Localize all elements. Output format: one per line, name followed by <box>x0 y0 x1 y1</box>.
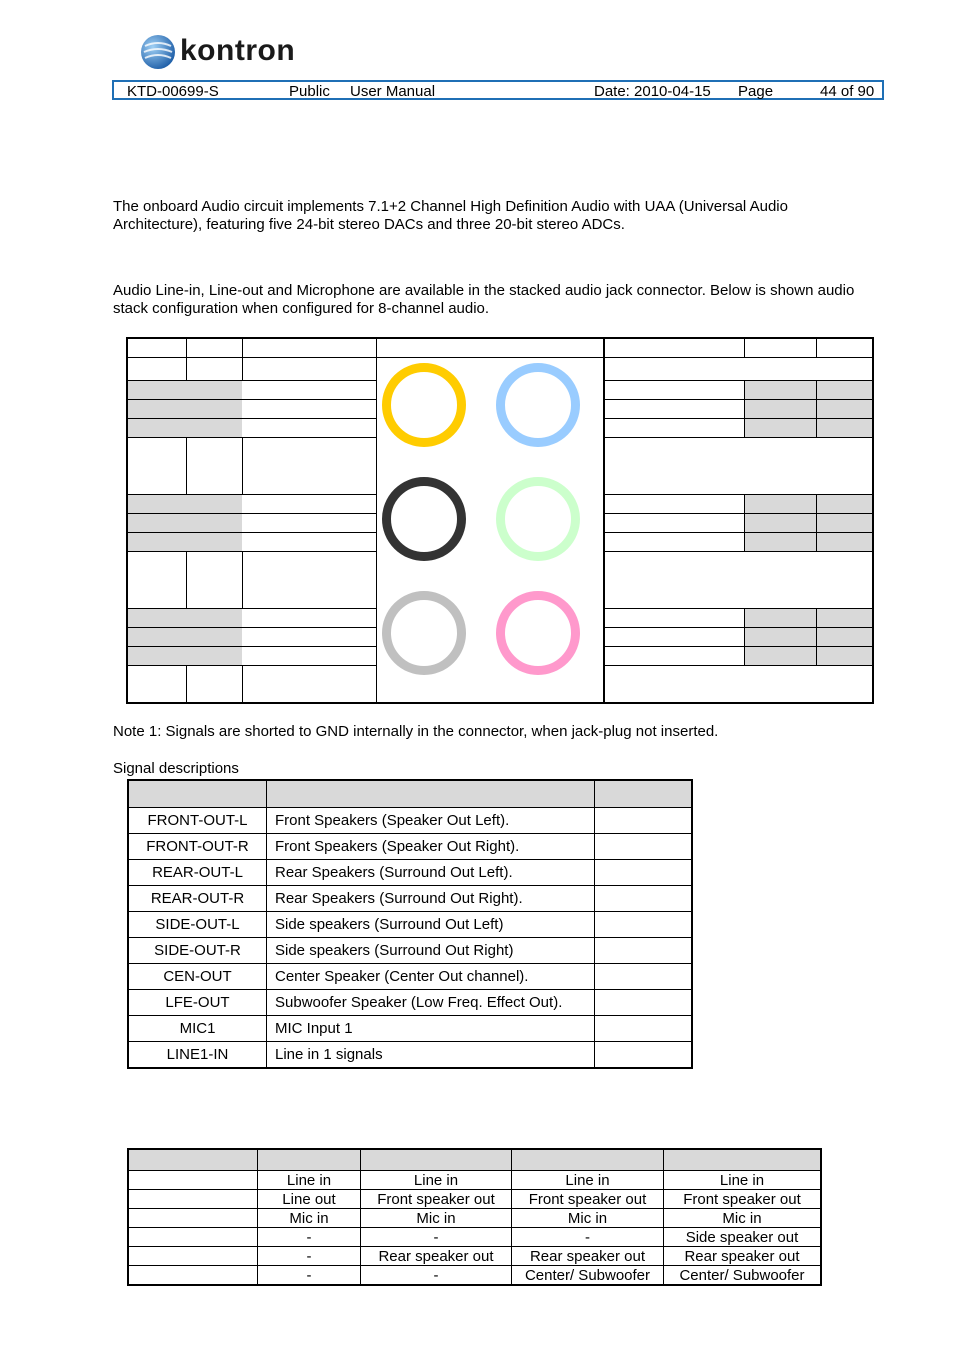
row-divider <box>604 418 872 419</box>
row-divider <box>128 380 376 381</box>
column-divider <box>816 380 817 437</box>
signal-note <box>595 990 693 1016</box>
signal-type <box>745 608 816 627</box>
jack-ring-left <box>382 477 466 561</box>
signal-name <box>242 532 376 551</box>
config-cell: Center/ Subwoofer <box>512 1266 664 1286</box>
config-row-label <box>128 1209 258 1228</box>
signal-description: Side speakers (Surround Out Right) <box>267 938 595 964</box>
row-divider <box>604 532 872 533</box>
signal-table-header <box>128 780 692 808</box>
table-row <box>128 912 692 938</box>
config-cell: Front speaker out <box>361 1190 512 1209</box>
signal-name: FRONT-OUT-L <box>128 808 267 834</box>
table-row <box>128 1016 692 1042</box>
signal-type <box>745 513 816 532</box>
jack-ring-right <box>496 477 580 561</box>
config-cell: Rear speaker out <box>361 1247 512 1266</box>
row-divider <box>128 665 376 666</box>
config-cell: Line in <box>512 1171 664 1190</box>
page-label: Page <box>738 83 774 100</box>
column-divider <box>816 494 817 551</box>
signal-type <box>186 399 242 418</box>
signal-descriptions-caption: Signal descriptions <box>113 760 239 777</box>
signal-name: FRONT-OUT-R <box>128 834 267 860</box>
note-1: Note 1: Signals are shorted to GND internally in the connector, when jack-plug not inserted. <box>113 723 719 740</box>
signal-type <box>186 380 242 399</box>
table-row <box>128 1171 821 1190</box>
jack-ring-right <box>496 591 580 675</box>
signal-name: SIDE-OUT-L <box>128 912 267 938</box>
row-divider <box>604 380 872 381</box>
column-divider <box>816 339 817 357</box>
row-divider <box>128 646 376 647</box>
row-divider <box>604 437 872 438</box>
logo-text: kontron <box>180 34 296 67</box>
row-divider <box>128 399 376 400</box>
signal-type <box>745 646 816 665</box>
pin-cell <box>128 494 186 513</box>
config-cell: - <box>361 1228 512 1247</box>
table-row <box>128 1209 821 1228</box>
signal-note <box>817 399 872 418</box>
config-cell: Line in <box>361 1171 512 1190</box>
signal-name <box>604 380 744 399</box>
config-row-label <box>128 1228 258 1247</box>
signal-name: SIDE-OUT-R <box>128 938 267 964</box>
table-row <box>128 808 692 834</box>
signal-note <box>817 627 872 646</box>
header-divider <box>128 357 872 358</box>
table-row <box>128 886 692 912</box>
doc-id: KTD-00699-S <box>127 83 219 100</box>
jack-ring-left <box>382 591 466 675</box>
signal-type <box>745 532 816 551</box>
signal-descriptions-table <box>127 779 693 1069</box>
signal-description: MIC Input 1 <box>267 1016 595 1042</box>
row-divider <box>604 494 872 495</box>
pin-cell <box>128 513 186 532</box>
audio-configuration-table <box>127 1148 822 1286</box>
signal-description: Line in 1 signals <box>267 1042 595 1069</box>
signal-name <box>604 532 744 551</box>
pin-cell <box>128 380 186 399</box>
signal-type <box>745 494 816 513</box>
stack-paragraph: Audio Line-in, Line-out and Microphone are available in the stacked audio jack connector. Below is shown audio stack configuration when configured for 8-channel audio. <box>113 282 855 317</box>
pin-cell <box>128 646 186 665</box>
row-divider <box>604 608 872 609</box>
config-cell: - <box>361 1266 512 1286</box>
row-divider <box>604 513 872 514</box>
doc-type: User Manual <box>350 83 436 100</box>
signal-note <box>817 646 872 665</box>
pin-cell <box>128 399 186 418</box>
signal-name <box>242 513 376 532</box>
jack-ring-right <box>496 363 580 447</box>
signal-note <box>817 494 872 513</box>
config-row-label <box>128 1190 258 1209</box>
row-divider <box>128 532 376 533</box>
signal-type <box>186 532 242 551</box>
signal-note <box>817 532 872 551</box>
signal-note <box>817 418 872 437</box>
globe-icon <box>140 34 176 70</box>
signal-note <box>595 912 693 938</box>
signal-type <box>745 380 816 399</box>
signal-type <box>186 494 242 513</box>
signal-type <box>186 513 242 532</box>
signal-note <box>595 834 693 860</box>
signal-name <box>604 646 744 665</box>
signal-note <box>595 938 693 964</box>
config-cell: Mic in <box>258 1209 361 1228</box>
signal-type <box>186 627 242 646</box>
signal-description: Rear Speakers (Surround Out Left). <box>267 860 595 886</box>
table-row <box>128 1228 821 1247</box>
row-divider <box>128 494 376 495</box>
column-divider <box>376 339 377 702</box>
config-cell: Line in <box>258 1171 361 1190</box>
signal-name: REAR-OUT-L <box>128 860 267 886</box>
config-cell: Front speaker out <box>664 1190 822 1209</box>
signal-type <box>186 646 242 665</box>
signal-description: Rear Speakers (Surround Out Right). <box>267 886 595 912</box>
signal-name <box>242 418 376 437</box>
pin-cell <box>128 418 186 437</box>
column-divider <box>816 608 817 665</box>
doc-date: Date: 2010-04-15 <box>594 83 711 100</box>
signal-note <box>595 808 693 834</box>
signal-name <box>604 494 744 513</box>
pin-cell <box>128 627 186 646</box>
column-divider <box>744 608 745 665</box>
column-divider <box>744 380 745 437</box>
table-row <box>128 1042 692 1069</box>
pin-cell <box>128 532 186 551</box>
config-cell: - <box>258 1247 361 1266</box>
signal-type <box>186 418 242 437</box>
config-table-header <box>128 1149 821 1171</box>
signal-note <box>595 964 693 990</box>
signal-name <box>604 418 744 437</box>
audio-stack-table <box>126 337 874 704</box>
config-cell: Line out <box>258 1190 361 1209</box>
signal-name <box>604 608 744 627</box>
config-cell: Rear speaker out <box>512 1247 664 1266</box>
table-row <box>128 834 692 860</box>
signal-name: LINE1-IN <box>128 1042 267 1069</box>
signal-name <box>242 494 376 513</box>
table-row <box>128 1190 821 1209</box>
signal-name: CEN-OUT <box>128 964 267 990</box>
row-divider <box>128 608 376 609</box>
table-row <box>128 964 692 990</box>
column-divider <box>744 339 745 357</box>
row-divider <box>128 513 376 514</box>
config-cell: Mic in <box>512 1209 664 1228</box>
row-divider <box>604 665 872 666</box>
row-divider <box>604 399 872 400</box>
signal-type <box>745 418 816 437</box>
signal-note <box>817 513 872 532</box>
column-divider <box>744 494 745 551</box>
table-row <box>128 860 692 886</box>
signal-description: Center Speaker (Center Out channel). <box>267 964 595 990</box>
config-cell: Rear speaker out <box>664 1247 822 1266</box>
signal-description: Front Speakers (Speaker Out Right). <box>267 834 595 860</box>
signal-name <box>604 513 744 532</box>
config-cell: - <box>258 1266 361 1286</box>
signal-name <box>604 627 744 646</box>
document-header <box>112 80 884 100</box>
config-cell: Mic in <box>361 1209 512 1228</box>
table-row <box>128 1247 821 1266</box>
signal-type <box>745 399 816 418</box>
row-divider <box>604 646 872 647</box>
signal-name <box>242 646 376 665</box>
config-row-label <box>128 1171 258 1190</box>
signal-name <box>242 627 376 646</box>
row-divider <box>128 437 376 438</box>
kontron-logo <box>140 32 330 74</box>
config-cell: - <box>258 1228 361 1247</box>
config-cell: Mic in <box>664 1209 822 1228</box>
signal-name <box>242 399 376 418</box>
config-cell: - <box>512 1228 664 1247</box>
signal-note <box>595 1042 693 1069</box>
signal-type <box>745 627 816 646</box>
config-row-label <box>128 1247 258 1266</box>
signal-note <box>595 860 693 886</box>
jack-ring-left <box>382 363 466 447</box>
row-divider <box>128 418 376 419</box>
page-number: 44 of 90 <box>820 83 875 100</box>
signal-description: Front Speakers (Speaker Out Left). <box>267 808 595 834</box>
signal-name: LFE-OUT <box>128 990 267 1016</box>
signal-note <box>817 608 872 627</box>
config-cell: Center/ Subwoofer <box>664 1266 822 1286</box>
signal-name: MIC1 <box>128 1016 267 1042</box>
row-divider <box>128 627 376 628</box>
signal-name <box>242 380 376 399</box>
config-row-label <box>128 1266 258 1286</box>
signal-name <box>604 399 744 418</box>
table-row <box>128 990 692 1016</box>
pin-cell <box>128 608 186 627</box>
table-row <box>128 1266 821 1286</box>
signal-type <box>186 608 242 627</box>
table-row <box>128 938 692 964</box>
signal-note <box>817 380 872 399</box>
signal-note <box>595 886 693 912</box>
config-cell: Side speaker out <box>664 1228 822 1247</box>
row-divider <box>604 627 872 628</box>
row-divider <box>604 551 872 552</box>
config-cell: Front speaker out <box>512 1190 664 1209</box>
signal-note <box>595 1016 693 1042</box>
doc-classification: Public <box>289 83 330 100</box>
row-divider <box>128 551 376 552</box>
signal-description: Side speakers (Surround Out Left) <box>267 912 595 938</box>
signal-name <box>242 608 376 627</box>
config-cell: Line in <box>664 1171 822 1190</box>
signal-description: Subwoofer Speaker (Low Freq. Effect Out). <box>267 990 595 1016</box>
signal-name: REAR-OUT-R <box>128 886 267 912</box>
intro-paragraph: The onboard Audio circuit implements 7.1+2 Channel High Definition Audio with UAA (Universal Audio Architecture), featuring five 24-bit stereo DACs and three 20-bit stereo ADCs. <box>113 198 788 233</box>
